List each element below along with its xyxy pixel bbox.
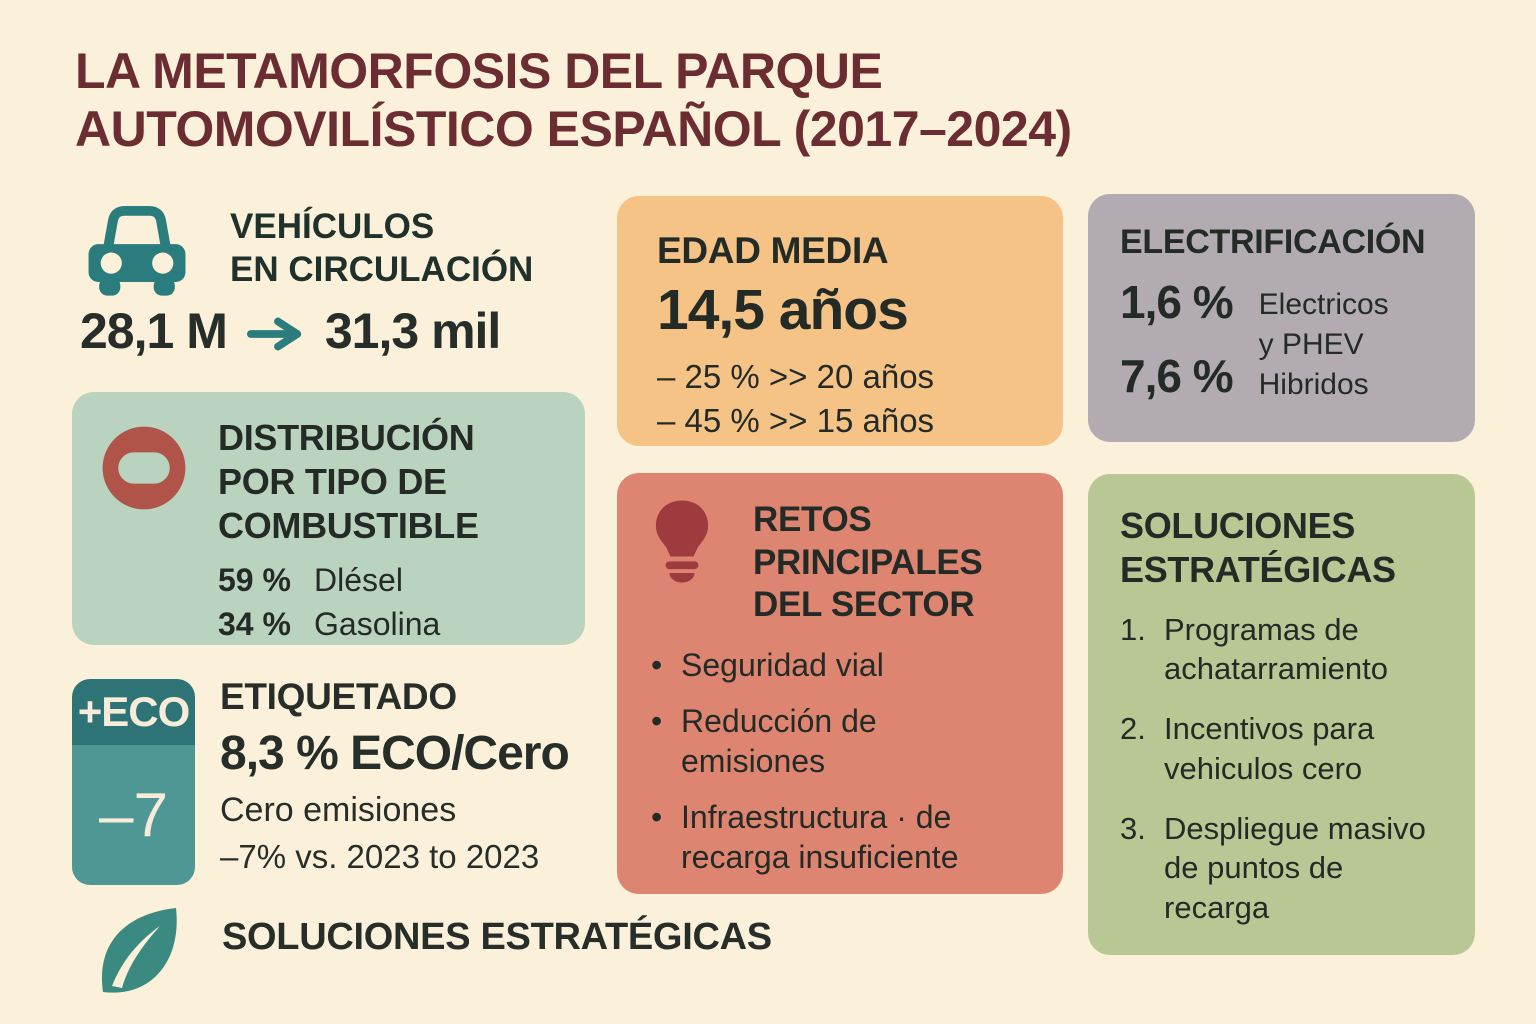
soluciones-list xyxy=(1120,610,1443,928)
hybrid-label: Hibridos xyxy=(1258,368,1369,402)
retos-item-2: • Reducción de emisiones xyxy=(651,703,877,780)
fuel-diesel-percent: 59 % xyxy=(218,561,291,598)
edad-media-title: EDAD MEDIA xyxy=(657,230,889,271)
eco-badge-value: –7 xyxy=(72,745,195,885)
fuel-distribution-title: DISTRIBUCIÓN POR TIPO DE COMBUSTIBLE xyxy=(218,417,479,546)
fuel-gasolina-label: Gasolina xyxy=(314,605,441,642)
page-title-line1: LA METAMORFOSIS DEL PARQUE xyxy=(75,43,883,99)
leaf-icon xyxy=(92,902,192,1002)
electrificacion-box xyxy=(1088,194,1475,442)
vehicles-count-stat xyxy=(80,302,500,360)
edad-media-box xyxy=(617,196,1063,446)
retos-item-1: • Seguridad vial xyxy=(651,647,884,684)
etiquetado-line1: Cero emisiones xyxy=(220,791,457,829)
electric-label-line1: Electricos xyxy=(1258,288,1389,322)
arrow-right-icon xyxy=(247,314,305,354)
etiquetado-title: ETIQUETADO xyxy=(220,676,457,717)
vehicles-label-line1: VEHÍCULOS xyxy=(230,207,435,246)
fuel-row-gasolina xyxy=(218,602,568,646)
vehicles-label-line2: EN CIRCULACIÓN xyxy=(230,249,534,289)
edad-media-tick-1: – 25 % >> 20 años xyxy=(657,358,935,396)
car-icon xyxy=(84,202,190,300)
fuel-gasolina-percent: 34 % xyxy=(218,605,291,642)
hybrid-percent: 7,6 % xyxy=(1120,350,1233,403)
retos-list xyxy=(651,645,1029,877)
retos-title: RETOS PRINCIPALES DEL SECTOR xyxy=(753,500,983,625)
edad-media-tick-2: – 45 % >> 15 años xyxy=(657,401,935,439)
etiquetado-section xyxy=(220,676,640,876)
soluciones-title: SOLUCIONES ESTRATÉGICAS xyxy=(1120,505,1396,590)
eco-label-badge xyxy=(72,679,195,885)
fuel-diesel-label: Dlésel xyxy=(314,561,403,598)
edad-media-value: 14,5 años xyxy=(657,278,908,343)
page-title xyxy=(75,42,1072,158)
etiquetado-line2: –7% vs. 2023 to 2023 xyxy=(220,838,540,875)
soluciones-box xyxy=(1088,474,1475,955)
soluciones-item-1: 1. Programas de achatarramiento xyxy=(1120,611,1389,687)
lightbulb-icon xyxy=(653,499,711,587)
electrificacion-title: ELECTRIFICACIÓN xyxy=(1120,223,1426,261)
vehicles-count-to: 31,3 mil xyxy=(324,303,501,359)
soluciones-item-2: 2. Incentivos para vehiculos cero xyxy=(1120,711,1375,786)
soluciones-item-3: 3. Despliegue masivo de puntos de recarga xyxy=(1120,810,1426,925)
page-title-line2: AUTOMOVILÍSTICO ESPAÑOL (2017–2024) xyxy=(75,101,1072,157)
fuel-ring-icon xyxy=(98,422,190,514)
etiquetado-value: 8,3 % ECO/Cero xyxy=(220,727,569,780)
electric-phev-percent: 1,6 % xyxy=(1120,276,1233,329)
edad-media-ticks xyxy=(657,355,1023,442)
footer-soluciones-label: SOLUCIONES ESTRATÉGICAS xyxy=(222,916,772,958)
electrificacion-labels xyxy=(1259,275,1389,405)
retos-box xyxy=(617,473,1063,894)
fuel-row-diesel xyxy=(218,558,568,602)
retos-item-3: • Infraestructura · de recarga insuficiente xyxy=(651,799,959,876)
vehicles-count-from: 28,1 M xyxy=(80,303,227,359)
electric-label-line2: y PHEV xyxy=(1258,328,1364,362)
vehicles-in-circulation-label xyxy=(230,206,533,291)
eco-badge-top: +ECO xyxy=(72,679,195,745)
fuel-distribution-box xyxy=(72,392,585,645)
